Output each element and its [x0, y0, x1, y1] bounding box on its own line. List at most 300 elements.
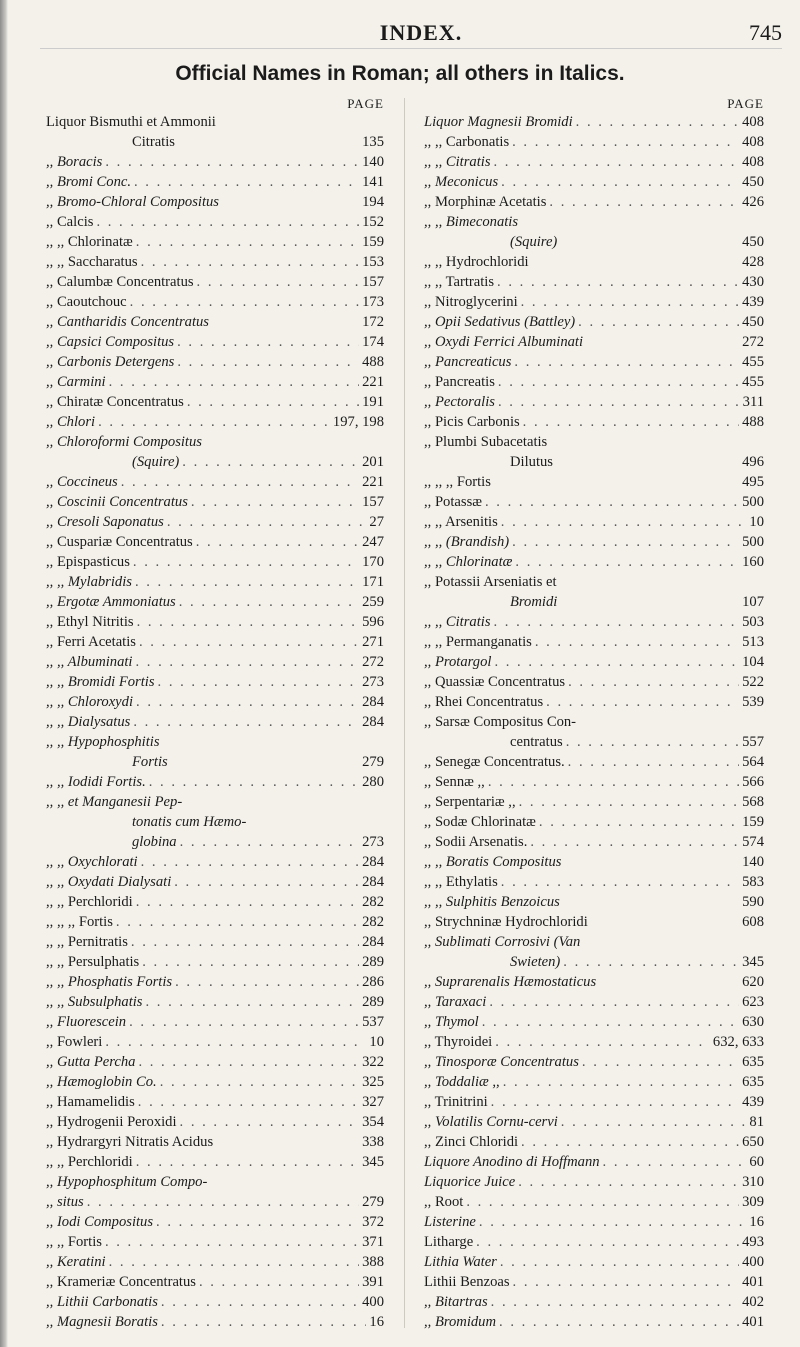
entry-page-number: 221 [362, 474, 384, 490]
entry-page-number: 325 [362, 1074, 384, 1090]
index-entry [46, 892, 384, 912]
entry-name: ,, Morphinæ Acetatis [424, 194, 547, 210]
entry-name: ,, Protargol [424, 654, 492, 670]
entry-page-number: 623 [742, 994, 764, 1010]
dot-leader [546, 692, 739, 712]
entry-page-number: 632, 633 [712, 1034, 764, 1050]
dot-leader [561, 1112, 747, 1132]
index-entry [46, 472, 384, 492]
entry-name: ,, ,, Mylabridis [46, 574, 132, 590]
entry-name: globina [132, 834, 177, 850]
entry-name: ,, ,, Hydrochloridi [424, 254, 529, 270]
entry-page-number: 635 [742, 1074, 764, 1090]
dot-leader [131, 932, 359, 952]
entry-name: ,, ,, Persulphatis [46, 954, 140, 970]
index-entry [46, 452, 384, 472]
entry-name: ,, Lithii Carbonatis [46, 1294, 158, 1310]
entry-name: ,, Thymol [424, 1014, 479, 1030]
entry-name: ,, Fowleri [46, 1034, 103, 1050]
entry-name: ,, Potassæ [424, 494, 482, 510]
entry-name: ,, Iodi Compositus [46, 1214, 154, 1230]
entry-name: ,, Hypophosphitum Compo- [46, 1174, 208, 1190]
entry-name: ,, Cuspariæ Concentratus [46, 534, 193, 550]
dot-leader [523, 412, 739, 432]
dot-leader [501, 172, 739, 192]
entry-name: ,, Nitroglycerini [424, 294, 518, 310]
index-entry [46, 252, 384, 272]
entry-name: ,, ,, Tartratis [424, 274, 495, 290]
entry-page-number: 495 [742, 474, 764, 490]
entry-page-number: 201 [362, 454, 384, 470]
dot-leader [182, 452, 359, 472]
entry-name: Swieten) [510, 954, 561, 970]
index-entry [46, 972, 384, 992]
entry-name: Lithia Water [424, 1254, 497, 1270]
index-entry [424, 552, 764, 572]
entry-name: ,, Hæmoglobin Co. [46, 1074, 157, 1090]
index-entry [46, 872, 384, 892]
dot-leader [603, 1152, 747, 1172]
entry-page-number: 172 [362, 314, 384, 330]
entry-name: ,, Bromi Conc. [46, 174, 131, 190]
entry-name: ,, Cantharidis Concentratus [46, 314, 209, 330]
index-caption: Official Names in Roman; all others in Italics. [175, 62, 625, 85]
dot-leader [109, 1252, 360, 1272]
index-entry [424, 292, 764, 312]
index-entry [424, 952, 764, 972]
index-entry [424, 1212, 764, 1232]
entry-page-number: 191 [362, 394, 384, 410]
entry-page-number: 537 [362, 1014, 384, 1030]
index-entry [424, 152, 764, 172]
index-entry [424, 752, 764, 772]
index-entry [46, 152, 384, 172]
dot-leader [512, 532, 739, 552]
dot-leader [138, 1092, 359, 1112]
index-entry [424, 132, 764, 152]
dot-leader [158, 672, 360, 692]
entry-page-number: 309 [742, 1194, 764, 1210]
index-entry [424, 1152, 764, 1172]
entry-name: ,, ,, Perchloridi [46, 894, 133, 910]
entry-name: ,, ,, Pernitratis [46, 934, 128, 950]
entry-name: ,, Carmini [46, 374, 106, 390]
index-entry [46, 992, 384, 1012]
entry-name: ,, ,, Oxychlorati [46, 854, 138, 870]
index-entry [424, 1252, 764, 1272]
entry-name: Liquor Magnesii Bromidi [424, 114, 573, 130]
entry-page-number: 371 [362, 1234, 384, 1250]
dot-leader [518, 1172, 739, 1192]
dot-leader [466, 1192, 739, 1212]
entry-name: ,, Chiratæ Concentratus [46, 394, 184, 410]
entry-name: Lithii Benzoas [424, 1274, 510, 1290]
entry-page-number: 107 [742, 594, 764, 610]
dot-leader [161, 1312, 367, 1332]
entry-page-number: 280 [362, 774, 384, 790]
entry-name: ,, Serpentariæ ,, [424, 794, 516, 810]
dot-leader [563, 952, 739, 972]
entry-page-number: 27 [369, 514, 384, 530]
index-entry [46, 1112, 384, 1132]
entry-name: ,, Hydrogenii Peroxidi [46, 1114, 177, 1130]
entry-page-number: 338 [362, 1134, 384, 1150]
entry-page-number: 284 [362, 854, 384, 870]
entry-name: tonatis cum Hæmo- [132, 814, 247, 830]
index-entry [46, 132, 384, 152]
dot-leader [535, 632, 739, 652]
entry-page-number: 450 [742, 234, 764, 250]
dot-leader [156, 1212, 359, 1232]
index-entry [46, 1292, 384, 1312]
entry-name: ,, Sodæ Chlorinatæ [424, 814, 536, 830]
entry-name: ,, Picis Carbonis [424, 414, 520, 430]
dot-leader [521, 1132, 739, 1152]
index-column-right [424, 96, 764, 1332]
entry-name: ,, Pancreaticus [424, 354, 512, 370]
entry-page-number: 16 [369, 1314, 384, 1330]
entry-page-number: 430 [742, 274, 764, 290]
index-entry [424, 892, 764, 912]
index-entry [424, 612, 764, 632]
index-entry [46, 1272, 384, 1292]
index-entry [46, 612, 384, 632]
index-entry [46, 1052, 384, 1072]
entry-page-number: 157 [362, 494, 384, 510]
entry-name: ,, ,, Bimeconatis [424, 214, 519, 230]
entry-page-number: 259 [362, 594, 384, 610]
entry-page-number: 286 [362, 974, 384, 990]
index-entry [46, 332, 384, 352]
entry-page-number: 289 [362, 954, 384, 970]
dot-leader [135, 572, 359, 592]
index-entry [424, 652, 764, 672]
entry-name: Bromidi [510, 594, 558, 610]
dot-leader [109, 372, 360, 392]
entry-name: ,, Sodii Arsenatis. [424, 834, 528, 850]
index-entry [46, 392, 384, 412]
dot-leader [133, 712, 359, 732]
entry-page-number: 372 [362, 1214, 384, 1230]
entry-name: ,, Strychninæ Hydrochloridi [424, 914, 588, 930]
index-entry [424, 832, 764, 852]
entry-page-number: 455 [742, 374, 764, 390]
entry-name: Liquor Bismuthi et Ammonii [46, 114, 216, 130]
index-entry [46, 1012, 384, 1032]
entry-page-number: 10 [369, 1034, 384, 1050]
dot-leader [142, 952, 359, 972]
entry-name: ,, Tinosporæ Concentratus [424, 1054, 579, 1070]
index-entry [46, 832, 384, 852]
dot-leader [521, 292, 739, 312]
index-entry [424, 1072, 764, 1092]
entry-name: ,, ,, Boratis Compositus [424, 854, 562, 870]
entry-page-number: 282 [362, 914, 384, 930]
index-entry [46, 772, 384, 792]
dot-leader [489, 992, 739, 1012]
entry-name: (Squire) [510, 234, 558, 250]
entry-page-number: 135 [362, 134, 384, 150]
entry-name: ,, Cresoli Saponatus [46, 514, 164, 530]
entry-name: ,, Boracis [46, 154, 103, 170]
dot-leader [139, 632, 359, 652]
entry-name: ,, Ferri Acetatis [46, 634, 136, 650]
dot-leader [136, 1152, 359, 1172]
index-entry [46, 292, 384, 312]
dot-leader [187, 392, 359, 412]
entry-name: centratus [510, 734, 563, 750]
index-entry [46, 172, 384, 192]
entry-name: ,, ,, Permanganatis [424, 634, 532, 650]
entry-page-number: 140 [742, 854, 764, 870]
entry-name: ,, Magnesii Boratis [46, 1314, 158, 1330]
dot-leader [174, 872, 359, 892]
dot-leader [500, 1252, 739, 1272]
index-entry [46, 372, 384, 392]
entry-page-number: 408 [742, 134, 764, 150]
page-column-label: PAGE [347, 96, 384, 111]
entry-name: ,, ,, Citratis [424, 154, 491, 170]
index-entry [424, 352, 764, 372]
index-entry [424, 332, 764, 352]
entry-name: ,, ,, Sulphitis Benzoicus [424, 894, 560, 910]
entry-name: ,, Potassii Arseniatis et [424, 574, 557, 590]
entry-page-number: 574 [742, 834, 764, 850]
entry-page-number: 439 [742, 294, 764, 310]
index-entry [424, 232, 764, 252]
entry-page-number: 345 [742, 954, 764, 970]
header-rule [40, 48, 782, 49]
entry-name: ,, Toddaliæ ,, [424, 1074, 500, 1090]
dot-leader [495, 1032, 710, 1052]
entry-page-number: 197, 198 [332, 414, 384, 430]
entry-name: ,, Chlori [46, 414, 96, 430]
entry-page-number: 247 [362, 534, 384, 550]
index-entry [46, 592, 384, 612]
entry-page-number: 170 [362, 554, 384, 570]
entry-page-number: 391 [362, 1274, 384, 1290]
entry-name: ,, Pectoralis [424, 394, 495, 410]
dot-leader [199, 1272, 359, 1292]
entry-name: ,, Volatilis Cornu-cervi [424, 1114, 558, 1130]
entry-name: Dilutus [510, 454, 553, 470]
index-entry [424, 692, 764, 712]
index-entry [424, 932, 764, 952]
entry-page-number: 450 [742, 174, 764, 190]
entry-name: ,, Bromo-Chloral Compositus [46, 194, 219, 210]
index-entry [46, 812, 384, 832]
dot-leader [488, 772, 739, 792]
entry-page-number: 279 [362, 754, 384, 770]
entry-name: ,, Epispasticus [46, 554, 130, 570]
index-entry [424, 992, 764, 1012]
entry-name: Liquorice Juice [424, 1174, 516, 1190]
index-entry [46, 732, 384, 752]
index-entry [46, 1152, 384, 1172]
entry-page-number: 104 [742, 654, 764, 670]
index-entry [424, 192, 764, 212]
dot-leader [129, 1012, 359, 1032]
dot-leader [136, 892, 359, 912]
index-entry [424, 372, 764, 392]
index-entry [424, 732, 764, 752]
entry-page-number: 566 [742, 774, 764, 790]
index-entry [46, 632, 384, 652]
entry-page-number: 500 [742, 494, 764, 510]
entry-name: ,, Keratini [46, 1254, 106, 1270]
entry-page-number: 272 [742, 334, 764, 350]
entry-name: ,, Calumbæ Concentratus [46, 274, 194, 290]
dot-leader [539, 812, 739, 832]
dot-leader [501, 512, 747, 532]
index-entry [46, 352, 384, 372]
entry-page-number: 153 [362, 254, 384, 270]
dot-leader [121, 472, 359, 492]
entry-name: ,, Sarsæ Compositus Con- [424, 714, 577, 730]
entry-page-number: 16 [749, 1214, 764, 1230]
dot-leader [130, 292, 359, 312]
index-entry [46, 752, 384, 772]
entry-name: ,, ,, Oxydati Dialysati [46, 874, 172, 890]
index-entry [46, 792, 384, 812]
entry-page-number: 608 [742, 914, 764, 930]
entry-page-number: 194 [362, 194, 384, 210]
entry-page-number: 159 [362, 234, 384, 250]
index-entry [424, 1092, 764, 1112]
entry-name: ,, ,, Chloroxydi [46, 694, 134, 710]
dot-leader [87, 1192, 359, 1212]
dot-leader [582, 1052, 739, 1072]
entry-name: ,, Chloroformi Compositus [46, 434, 202, 450]
index-entry [46, 492, 384, 512]
entry-page-number: 450 [742, 314, 764, 330]
dot-leader [498, 392, 740, 412]
entry-name: ,, Hamamelidis [46, 1094, 135, 1110]
entry-name: ,, Suprarenalis Hæmostaticus [424, 974, 597, 990]
index-entry [424, 492, 764, 512]
dot-leader [105, 1032, 366, 1052]
entry-name: ,, ,, et Manganesii Pep- [46, 794, 183, 810]
index-entry [424, 252, 764, 272]
index-entry [46, 192, 384, 212]
entry-name: ,, Coccineus [46, 474, 118, 490]
index-entry [424, 1312, 764, 1332]
index-entry [424, 972, 764, 992]
entry-name: ,, Zinci Chloridi [424, 1134, 519, 1150]
dot-leader [499, 1312, 739, 1332]
entry-page-number: 596 [362, 614, 384, 630]
dot-leader [141, 252, 360, 272]
dot-leader [167, 512, 367, 532]
index-entry [424, 452, 764, 472]
entry-name: ,, Coscinii Concentratus [46, 494, 188, 510]
index-entry [46, 1092, 384, 1112]
entry-page-number: 272 [362, 654, 384, 670]
entry-page-number: 408 [742, 114, 764, 130]
entry-page-number: 620 [742, 974, 764, 990]
index-entry [424, 432, 764, 452]
entry-page-number: 650 [742, 1134, 764, 1150]
entry-page-number: 388 [362, 1254, 384, 1270]
entry-name: ,, ,, Arsenitis [424, 514, 498, 530]
entry-page-number: 152 [362, 214, 384, 230]
dot-leader [494, 612, 740, 632]
dot-leader [105, 152, 359, 172]
index-entry [46, 692, 384, 712]
index-entry [424, 792, 764, 812]
entry-page-number: 500 [742, 534, 764, 550]
entry-page-number: 401 [742, 1314, 764, 1330]
entry-page-number: 311 [742, 394, 764, 410]
index-entry [424, 712, 764, 732]
dot-leader [568, 672, 739, 692]
running-head [60, 20, 782, 48]
page-binding-shadow [0, 0, 8, 1347]
index-entry [424, 1032, 764, 1052]
entry-name: ,, Calcis [46, 214, 94, 230]
entry-page-number: 496 [742, 454, 764, 470]
index-entry [46, 852, 384, 872]
index-entry [46, 312, 384, 332]
index-entry [424, 1112, 764, 1132]
entry-name: ,, Opii Sedativus (Battley) [424, 314, 576, 330]
entry-name: ,, ,, Carbonatis [424, 134, 510, 150]
dot-leader [491, 1092, 739, 1112]
index-entry [46, 232, 384, 252]
entry-page-number: 635 [742, 1054, 764, 1070]
index-entry [424, 472, 764, 492]
dot-leader [549, 192, 739, 212]
entry-name: ,, Ergotæ Ammoniatus [46, 594, 176, 610]
entry-name: ,, ,, (Brandish) [424, 534, 510, 550]
entry-page-number: 140 [362, 154, 384, 170]
entry-page-number: 488 [742, 414, 764, 430]
entry-page-number: 401 [742, 1274, 764, 1290]
entry-page-number: 322 [362, 1054, 384, 1070]
entry-name: ,, Oxydi Ferrici Albuminati [424, 334, 584, 350]
dot-leader [476, 1232, 739, 1252]
entry-name: ,, Sennæ ,, [424, 774, 485, 790]
index-entry [424, 532, 764, 552]
dot-leader [568, 752, 739, 772]
entry-name: ,, Capsici Compositus [46, 334, 175, 350]
dot-leader [98, 412, 330, 432]
dot-leader [116, 912, 359, 932]
entry-page-number: 426 [742, 194, 764, 210]
dot-leader [578, 312, 739, 332]
entry-name: ,, Rhei Concentratus [424, 694, 544, 710]
dot-leader [136, 232, 359, 252]
entry-page-number: 439 [742, 1094, 764, 1110]
index-entry [46, 532, 384, 552]
entry-page-number: 273 [362, 834, 384, 850]
dot-leader [141, 852, 360, 872]
entry-name: ,, ,, Fortis [46, 1234, 102, 1250]
entry-page-number: 557 [742, 734, 764, 750]
entry-page-number: 159 [742, 814, 764, 830]
entry-name: ,, Root [424, 1194, 464, 1210]
entry-page-number: 402 [742, 1294, 764, 1310]
index-entry [424, 112, 764, 132]
entry-page-number: 174 [362, 334, 384, 350]
index-entry [424, 632, 764, 652]
dot-leader [191, 492, 359, 512]
dot-leader [138, 1052, 359, 1072]
entry-name: ,, Pancreatis [424, 374, 495, 390]
index-column-left [46, 96, 384, 1332]
entry-name: ,, Taraxaci [424, 994, 487, 1010]
index-entry [424, 872, 764, 892]
